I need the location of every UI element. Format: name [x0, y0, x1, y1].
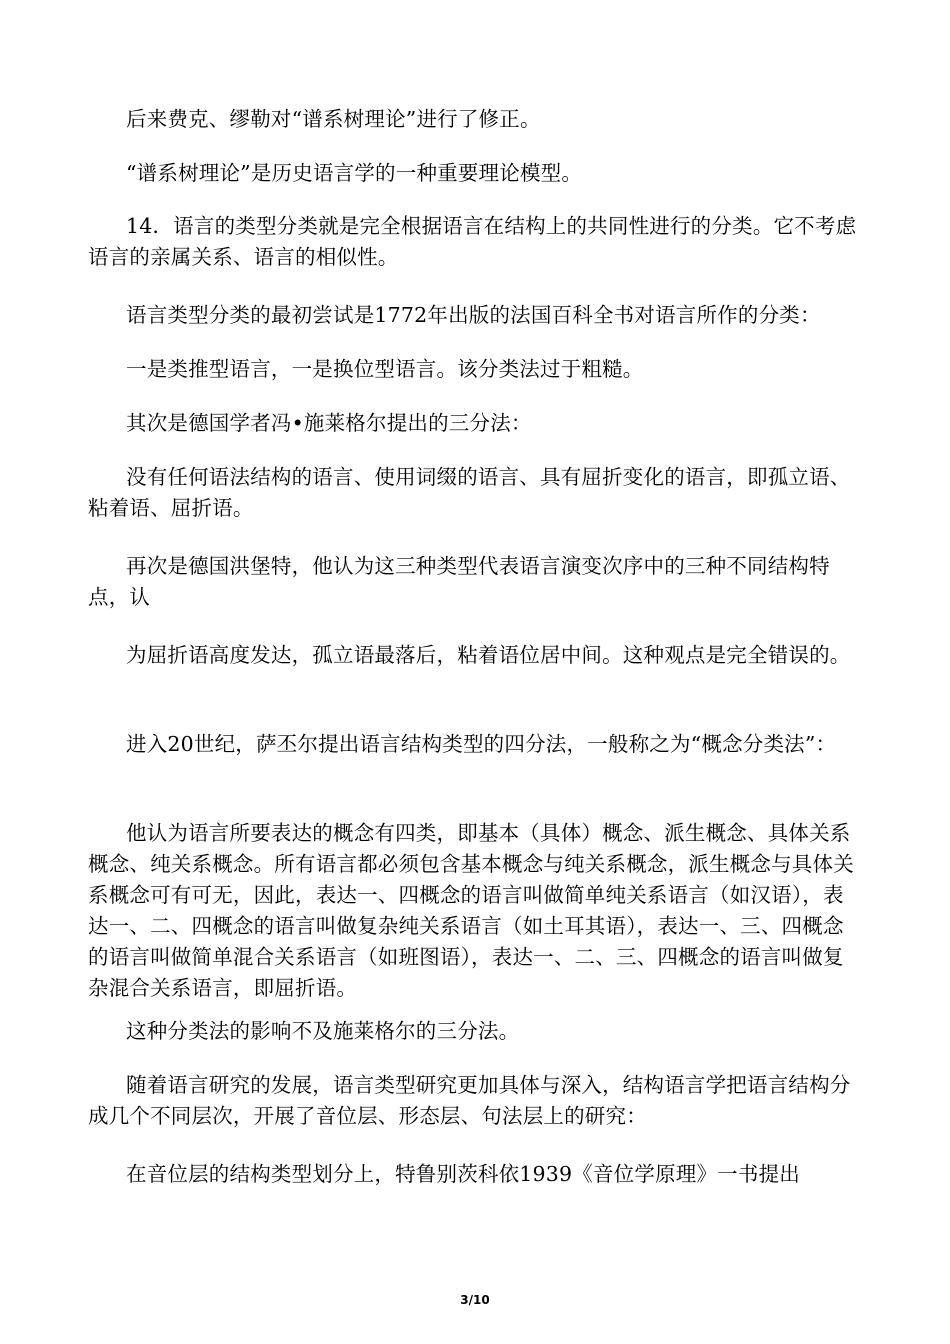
- paragraph: 在音位层的结构类型划分上，特鲁别茨科依1939《音位学原理》一书提出: [126, 1162, 800, 1186]
- paragraph: 其次是德国学者冯•施莱格尔提出的三分法：: [126, 411, 532, 435]
- paragraph: 语言类型分类的最初尝试是1772年出版的法国百科全书对语言所作的分类：: [126, 303, 821, 327]
- paragraph: 再次是德国洪堡特，他认为这三种类型代表语言演变次序中的三种不同结构特点，认: [88, 554, 830, 609]
- paragraph: 这种分类法的影响不及施莱格尔的三分法。: [126, 1019, 520, 1043]
- paragraph: 他认为语言所要表达的概念有四类，即基本（具体）概念、派生概念、具体关系概念、纯关系概念。所有语言都必须包含基本概念与纯关系概念，派生概念与具体关系概念可有可无，因此，表达一、四概念的语言叫做简单纯关系语言（如汉语），表达一、二、四概念的语言叫做复杂纯关系语言（如土耳其语），表达一、三、四概念的语言叫做简单混合关系语言（如班图语），表达一、二、三、四概念的语言叫做复杂混合关系语言，即屈折语。: [88, 821, 854, 1000]
- paragraph: “谱系树理论”是历史语言学的一种重要理论模型。: [126, 161, 583, 185]
- paragraph: 随着语言研究的发展，语言类型研究更加具体与深入，结构语言学把语言结构分成几个不同层次，开展了音位层、形态层、句法层上的研究：: [88, 1073, 851, 1128]
- page-number: 3/10: [460, 1293, 490, 1307]
- paragraph: 进入20世纪，萨丕尔提出语言结构类型的四分法，一般称之为“概念分类法”：: [126, 732, 837, 756]
- paragraph: 后来费克、缪勒对“谱系树理论”进行了修正。: [126, 107, 541, 131]
- paragraph: 没有任何语法结构的语言、使用词缀的语言、具有屈折变化的语言，即孤立语、粘着语、屈折语。: [88, 465, 851, 520]
- paragraph: 14．语言的类型分类就是完全根据语言在结构上的共同性进行的分类。它不考虑语言的亲属关系、语言的相似性。: [88, 214, 857, 269]
- paragraph: 为屈折语高度发达，孤立语最落后，粘着语位居中间。这种观点是完全错误的。: [126, 643, 851, 667]
- paragraph: 一是类推型语言，一是换位型语言。该分类法过于粗糙。: [126, 357, 644, 381]
